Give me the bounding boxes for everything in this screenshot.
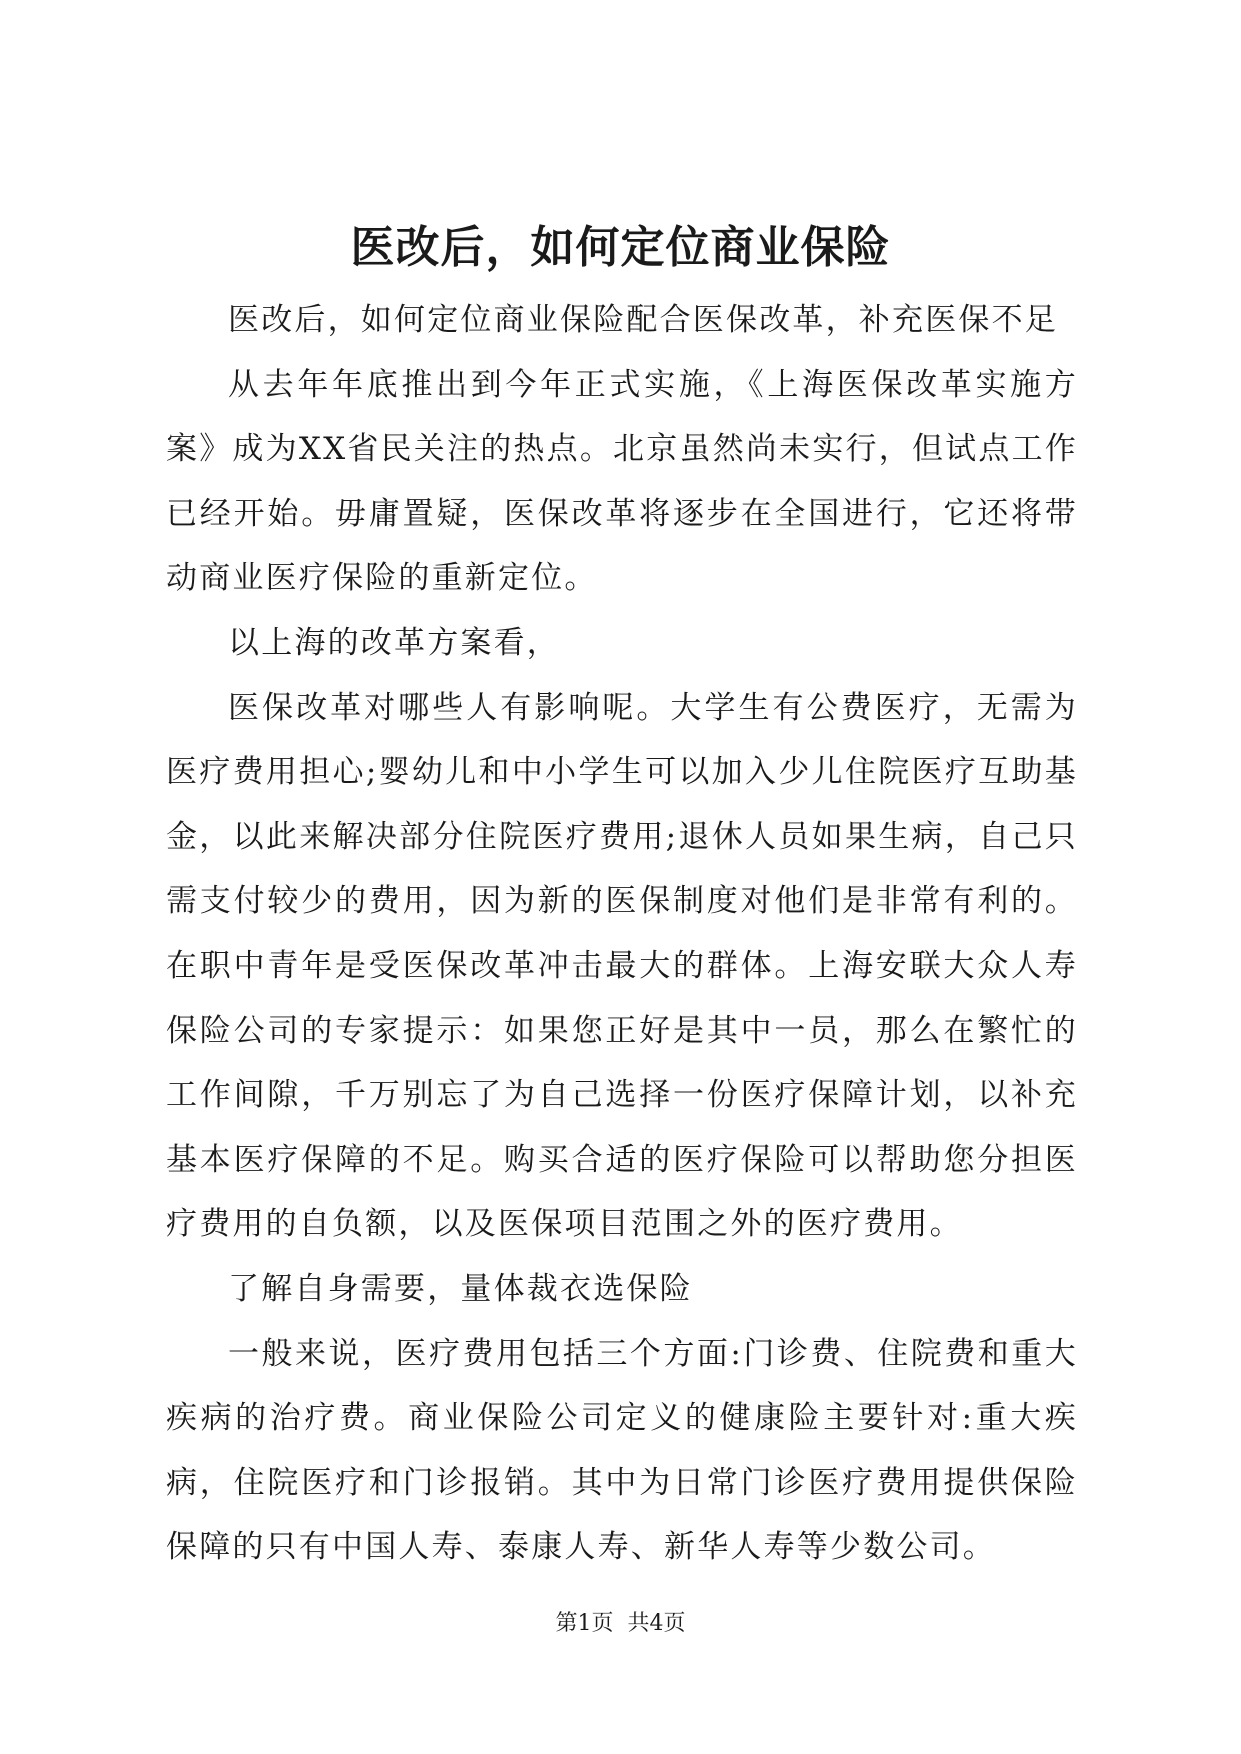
paragraph: 医保改革对哪些人有影响呢。大学生有公费医疗，无需为医疗费用担心;婴幼儿和中小学生可以加入少儿住院医疗互助基金，以此来解决部分住院医疗费用;退休人员如果生病，自己只需支付较少的费用，因为新的医保制度对他们是非常有利的。在职中青年是受医保改革冲击最大的群体。上海安联大众人寿保险公司的专家提示：如果您正好是其中一员，那么在繁忙的工作间隙，千万别忘了为自己选择一份医疗保障计划，以补充基本医疗保障的不足。购买合适的医疗保险可以帮助您分担医疗费用的自负额，以及医保项目范围之外的医疗费用。 bbox=[166, 689, 1078, 1243]
paragraph: 了解自身需要，量体裁衣选保险 bbox=[228, 1270, 693, 1307]
paragraph: 一般来说，医疗费用包括三个方面:门诊费、住院费和重大疾病的治疗费。商业保险公司定义的健康险主要针对:重大疾病，住院医疗和门诊报销。其中为日常门诊医疗费用提供保险保障的只有中国人寿、泰康人寿、新华人寿等少数公司。 bbox=[166, 1335, 1078, 1566]
paragraph: 从去年年底推出到今年正式实施，《上海医保改革实施方案》成为XX省民关注的热点。北京虽然尚未实行，但试点工作已经开始。毋庸置疑，医保改革将逐步在全国进行，它还将带动商业医疗保险的重新定位。 bbox=[166, 366, 1078, 597]
page-footer bbox=[0, 1609, 1241, 1639]
paragraph: 以上海的改革方案看， bbox=[228, 624, 560, 661]
page-number-label: 第1页 共4页 bbox=[555, 1611, 686, 1636]
document-body bbox=[166, 288, 1078, 1580]
document-title: 医改后，如何定位商业保险 bbox=[350, 222, 891, 273]
paragraph: 医改后，如何定位商业保险配合医保改革，补充医保不足 bbox=[228, 302, 1058, 338]
